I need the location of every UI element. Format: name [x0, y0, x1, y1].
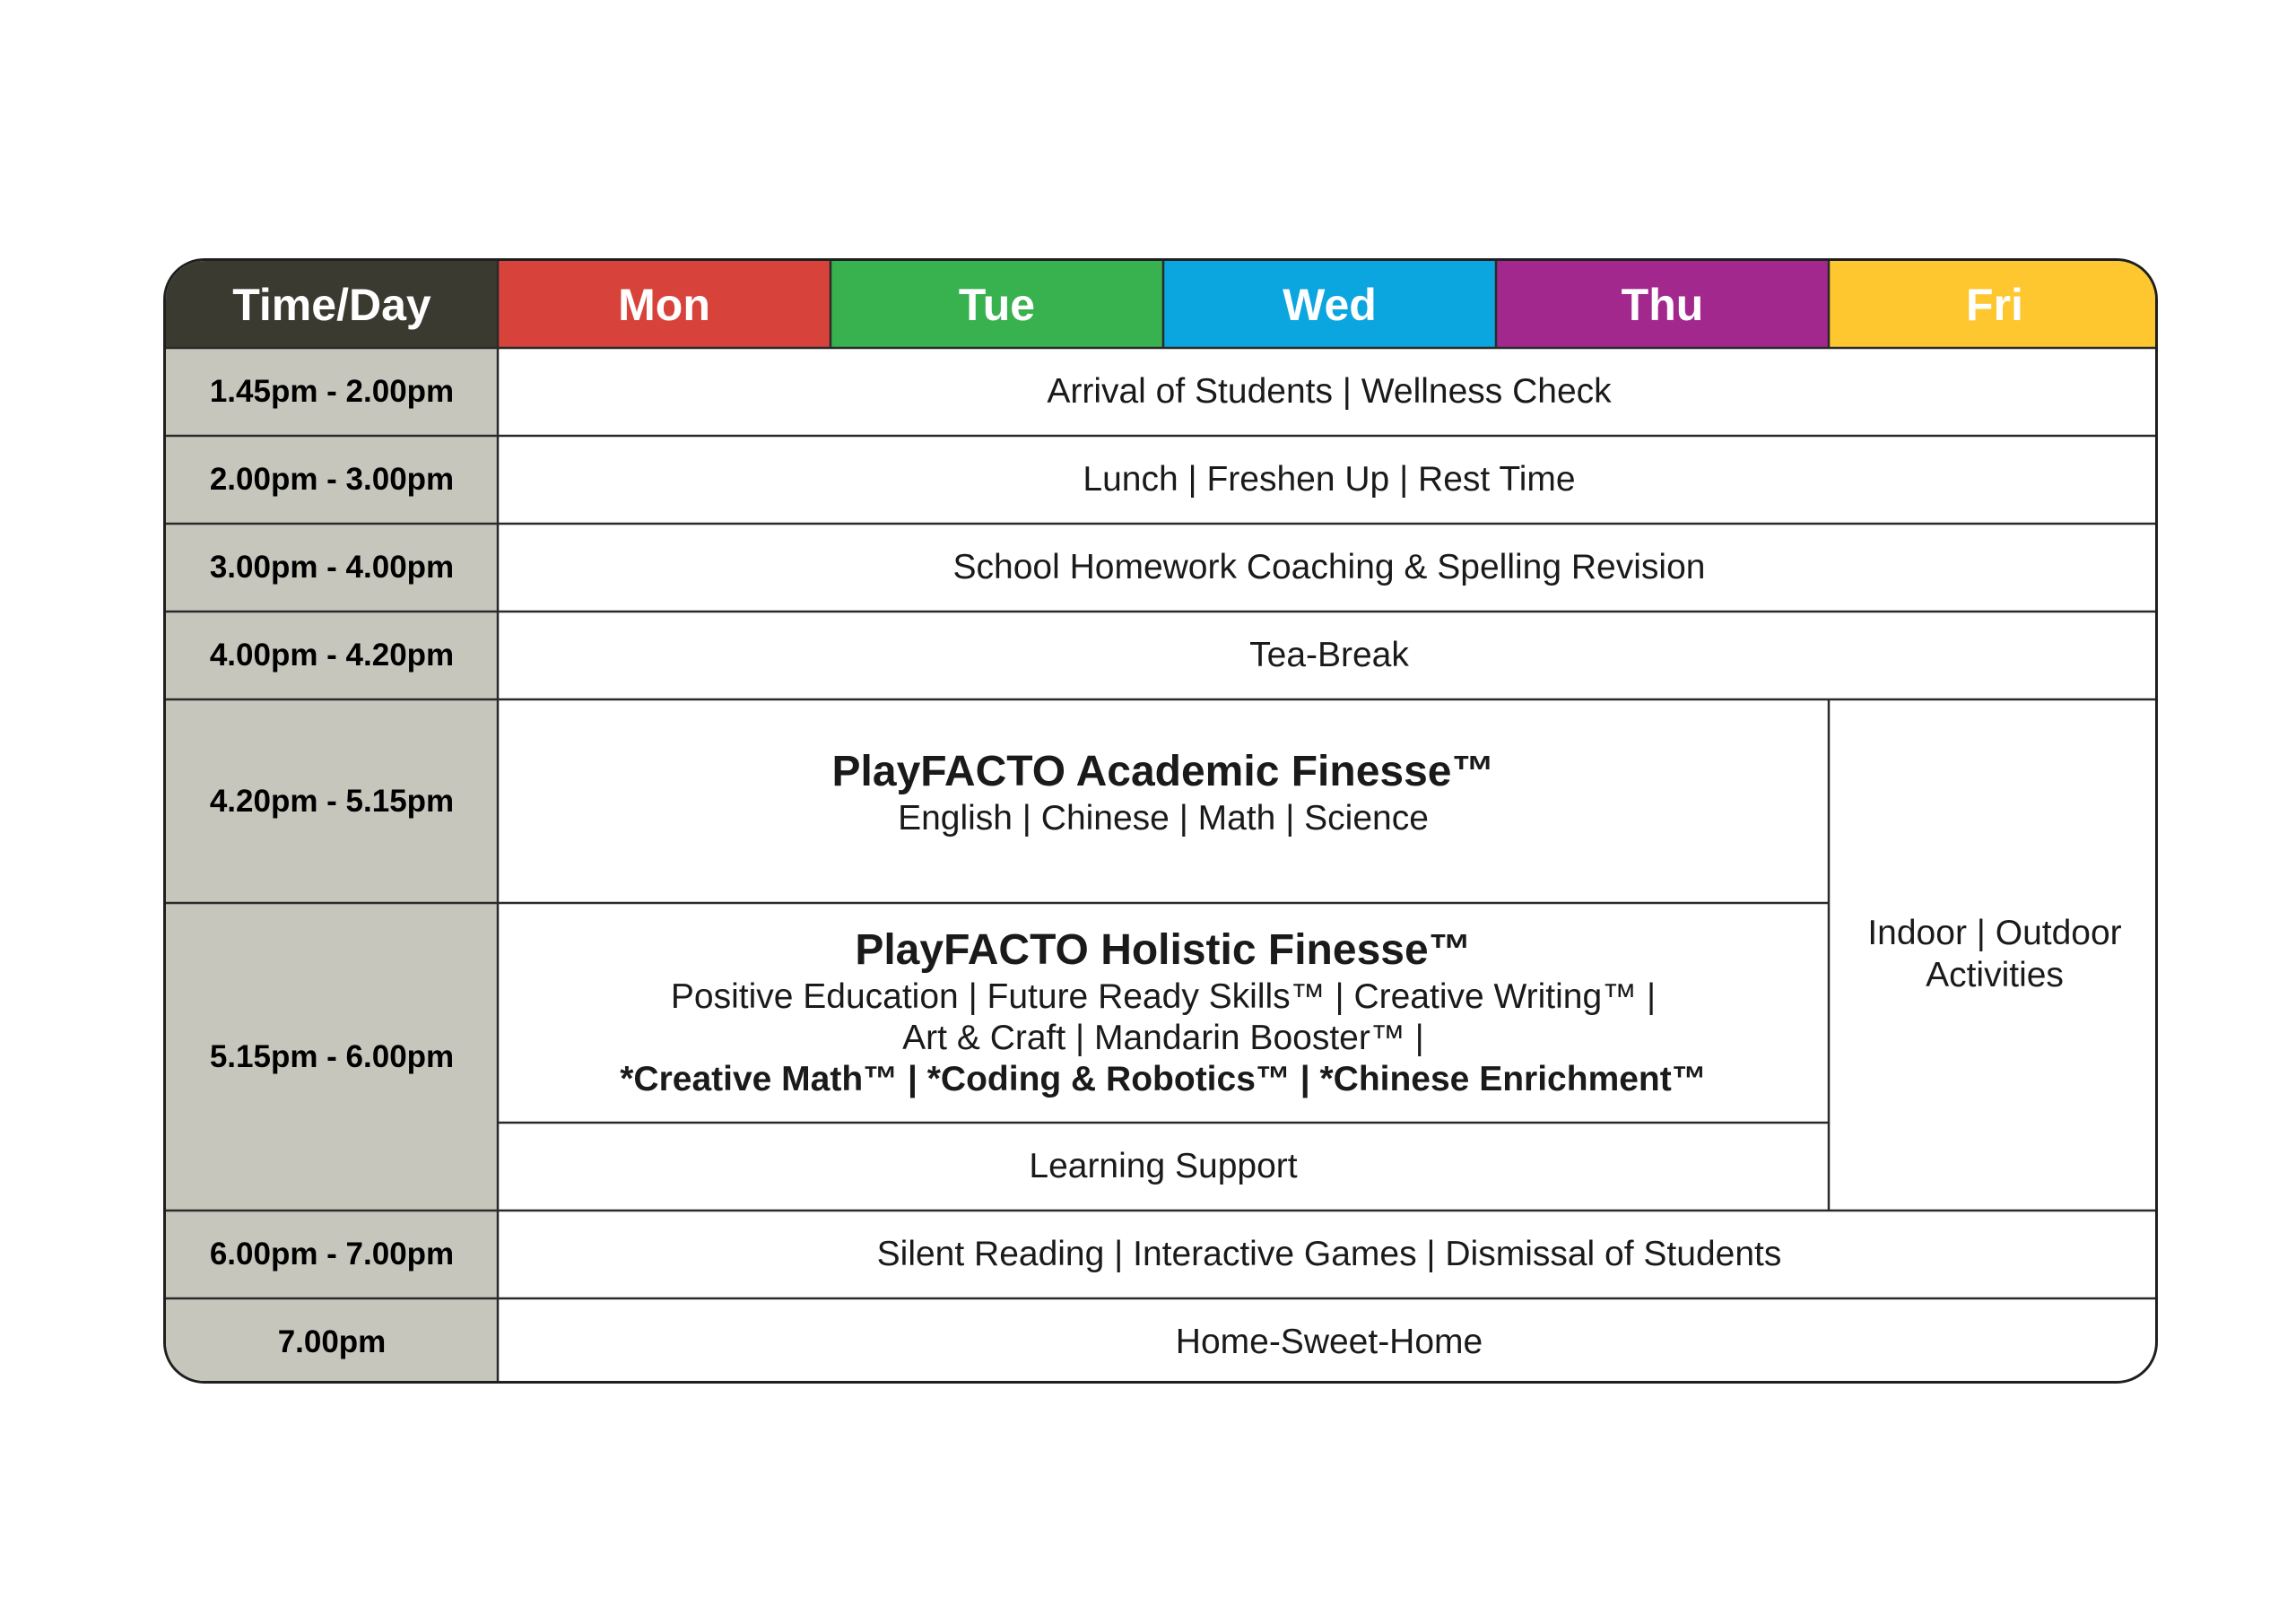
time-cell: 6.00pm - 7.00pm — [166, 1211, 498, 1298]
holistic-finesse-line3: *Creative Math™ | *Coding & Robotics™ | *Chinese Enrichment™ — [620, 1059, 1707, 1098]
time-cell: 3.00pm - 4.00pm — [166, 524, 498, 612]
schedule-table — [163, 258, 2158, 1384]
time-cell: 5.15pm - 6.00pm — [166, 903, 498, 1211]
activity-dismissal: Silent Reading | Interactive Games | Dismissal of Students — [876, 1235, 1782, 1273]
holistic-finesse-line1: Positive Education | Future Ready Skills™ | Creative Writing™ | — [670, 976, 1657, 1016]
time-cell: 7.00pm — [166, 1298, 498, 1384]
header-wed: Wed — [1163, 261, 1496, 348]
header-time-day: Time/Day — [166, 261, 498, 348]
header-mon: Mon — [498, 261, 831, 348]
indoor-outdoor-line1: Indoor | Outdoor — [1867, 914, 2122, 953]
activity-learning-support: Learning Support — [1029, 1147, 1298, 1185]
holistic-finesse-line2: Art & Craft | Mandarin Booster™ | — [902, 1018, 1424, 1057]
academic-finesse-subjects: English | Chinese | Math | Science — [898, 798, 1429, 838]
time-cell: 4.20pm - 5.15pm — [166, 699, 498, 903]
activity-academic-finesse — [498, 699, 1829, 903]
time-cell: 1.45pm - 2.00pm — [166, 348, 498, 436]
activity-arrival: Arrival of Students | Wellness Check — [1047, 372, 1612, 411]
activity-tea-break: Tea-Break — [1249, 636, 1409, 674]
academic-finesse-title: PlayFACTO Academic Finesse™ — [831, 748, 1495, 796]
activity-indoor-outdoor — [1829, 699, 2158, 1211]
header-fri: Fri — [1829, 261, 2158, 348]
holistic-finesse-title: PlayFACTO Holistic Finesse™ — [855, 926, 1472, 975]
indoor-outdoor-line2: Activities — [1926, 956, 2064, 994]
activity-homework: School Homework Coaching & Spelling Revision — [952, 548, 1706, 586]
activity-home: Home-Sweet-Home — [1175, 1323, 1483, 1361]
header-thu: Thu — [1496, 261, 1829, 348]
time-cell: 4.00pm - 4.20pm — [166, 612, 498, 699]
time-cell: 2.00pm - 3.00pm — [166, 436, 498, 524]
activity-lunch: Lunch | Freshen Up | Rest Time — [1083, 460, 1576, 499]
header-tue: Tue — [831, 261, 1163, 348]
activity-holistic-finesse — [498, 903, 1829, 1123]
